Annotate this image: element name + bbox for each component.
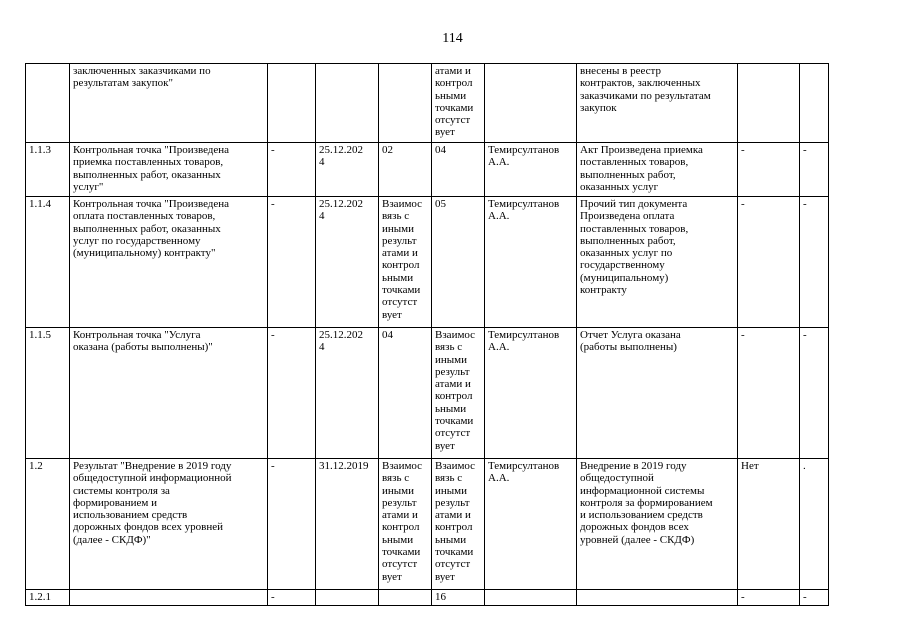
table-row [26,143,829,197]
end-date [316,590,379,606]
start-date: - [268,590,316,606]
row-number [26,64,70,143]
successor: атами и контрол ьными точками отсутст вует [432,64,485,143]
info-system: - [800,590,829,606]
responsible: Темирсултанов А.А. [485,328,577,459]
end-date: 25.12.202 4 [316,143,379,197]
info-system: - [800,143,829,197]
predecessor [379,64,432,143]
info-system [800,64,829,143]
approval-level: - [738,143,800,197]
page-number: 114 [442,31,463,46]
successor: 04 [432,143,485,197]
approval-level [738,64,800,143]
start-date: - [268,459,316,590]
responsible: Темирсултанов А.А. [485,197,577,328]
table-row [26,590,829,606]
start-date: - [268,328,316,459]
document-type: Отчет Услуга оказана (работы выполнены) [577,328,738,459]
start-date: - [268,197,316,328]
control-point-name [70,590,268,606]
approval-level: Нет [738,459,800,590]
responsible: Темирсултанов А.А. [485,459,577,590]
table-row [26,197,829,328]
predecessor: 02 [379,143,432,197]
info-system: - [800,197,829,328]
successor: 16 [432,590,485,606]
control-point-name: Контрольная точка "Произведена оплата поставленных товаров, выполненных работ, оказанных услуг по государственному (муниципальному) контракту" [70,197,268,328]
row-number: 1.2.1 [26,590,70,606]
document-type: Внедрение в 2019 году общедоступной информационной системы контроля за формированием и использованием средств дорожных фондов всех уровней (далее - СКДФ) [577,459,738,590]
table-row [26,459,829,590]
row-number: 1.2 [26,459,70,590]
info-system: - [800,328,829,459]
predecessor [379,590,432,606]
row-number: 1.1.4 [26,197,70,328]
end-date: 25.12.202 4 [316,328,379,459]
control-point-name: заключенных заказчиками по результатам закупок" [70,64,268,143]
approval-level: - [738,328,800,459]
end-date: 25.12.202 4 [316,197,379,328]
table-row [26,64,829,143]
approval-level: - [738,197,800,328]
row-number: 1.1.5 [26,328,70,459]
control-points-table [25,63,829,606]
start-date: - [268,143,316,197]
document-type: Акт Произведена приемка поставленных товаров, выполненных работ, оказанных услуг [577,143,738,197]
table-row [26,328,829,459]
control-point-name: Контрольная точка "Услуга оказана (работы выполнены)" [70,328,268,459]
responsible [485,590,577,606]
approval-level: - [738,590,800,606]
document-type: внесены в реестр контрактов, заключенных заказчиками по результатам закупок [577,64,738,143]
document-type: Прочий тип документа Произведена оплата поставленных товаров, выполненных работ, оказанных услуг по государственному (муниципальному) контракту [577,197,738,328]
responsible: Темирсултанов А.А. [485,143,577,197]
end-date: 31.12.2019 [316,459,379,590]
info-system: . [800,459,829,590]
control-point-name: Контрольная точка "Произведена приемка поставленных товаров, выполненных работ, оказанных услуг" [70,143,268,197]
row-number: 1.1.3 [26,143,70,197]
predecessor: Взаимос вязь с иными результ атами и контрол ьными точками отсутст вует [379,459,432,590]
control-point-name: Результат "Внедрение в 2019 году общедоступной информационной системы контроля за формированием и использованием средств дорожных фондов всех уровней (далее - СКДФ)" [70,459,268,590]
successor: Взаимос вязь с иными результ атами и контрол ьными точками отсутст вует [432,328,485,459]
end-date [316,64,379,143]
predecessor: 04 [379,328,432,459]
start-date [268,64,316,143]
responsible [485,64,577,143]
successor: 05 [432,197,485,328]
predecessor: Взаимос вязь с иными результ атами и контрол ьными точками отсутст вует [379,197,432,328]
successor: Взаимос вязь с иными результ атами и контрол ьными точками отсутст вует [432,459,485,590]
document-type [577,590,738,606]
